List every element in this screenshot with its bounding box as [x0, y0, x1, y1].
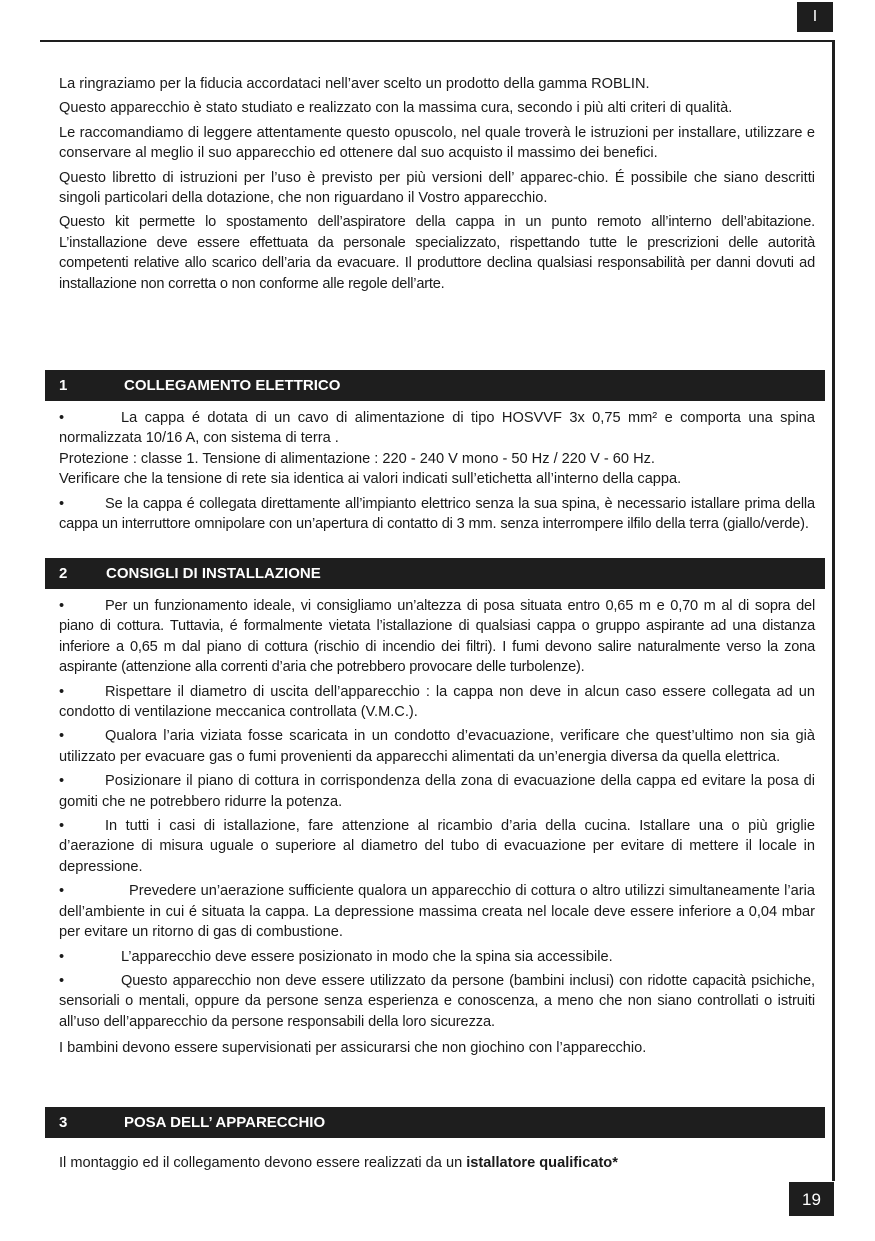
list-item: • Prevedere un’aerazione sufficiente qualora un apparecchio di cottura o altro utilizzi simultaneamente l’aria dell’ambiente in cui é situata la cappa. La depressione massima creata nel locale deve essere inferiore a 0,04 mbar per evitare un ritorno di gas di combustione.: [59, 883, 815, 941]
bullet: •: [59, 972, 65, 989]
section-title: CONSIGLI DI INSTALLAZIONE: [106, 565, 321, 582]
list-item: • In tutti i casi di istallazione, fare attenzione al ricambio d’aria della cucina. Istallare una o più griglie d’aerazione di misura uguale o superiore al diametro del tubo di evacuazione per evitare di mettere il locale in depressione.: [59, 818, 815, 875]
list-item: • Qualora l’aria viziata fosse scaricata in un condotto d’evacuazione, verificare che quest’ultimo non sia già utilizzato per evacuare gas o fumi provenienti da apparecchi alimentati da un’energia diversa da quella elettrica.: [59, 728, 815, 765]
section-title: COLLEGAMENTO ELETTRICO: [124, 377, 341, 394]
paragraph: Verificare che la tensione di rete sia identica ai valori indicati sull’etichetta all’interno della cappa.: [59, 471, 682, 488]
intro-paragraph: Questo libretto di istruzioni per l’uso è previsto per più versioni dell’ apparec-chio. É possibile che siano descritti singoli particolari della dotazione, che non riguardano il Vostro apparecchio.: [59, 169, 815, 207]
section-heading-3: [45, 1107, 825, 1138]
section-2-body: [59, 596, 815, 1063]
section-1-body: [59, 408, 815, 538]
paragraph: Il montaggio ed il collegamento devono essere realizzati da un istallatore qualificato*: [59, 1155, 618, 1171]
bullet: •: [59, 773, 65, 790]
paragraph: Protezione : classe 1. Tensione di alimentazione : 220 - 240 V mono - 50 Hz / 220 V - 60 Hz.: [59, 450, 655, 467]
bullet: •: [59, 883, 65, 900]
bullet: •: [59, 495, 64, 512]
page-number: 19: [789, 1182, 834, 1216]
emphasis: istallatore qualificato*: [466, 1155, 618, 1171]
bullet: •: [59, 728, 65, 745]
bullet: •: [59, 598, 64, 614]
section-heading-2: [45, 558, 825, 589]
list-item: • Rispettare il diametro di uscita dell’apparecchio : la cappa non deve in alcun caso essere collegata ad un condotto di ventilazione meccanica controllata (V.M.C.).: [59, 683, 815, 721]
list-item: • Questo apparecchio non deve essere utilizzato da persone (bambini inclusi) con ridotte capacità psichiche, sensoriali o mentali, oppure da persone senza esperienza e conoscenza, a meno che non siano controllati o istruiti all’uso dell’apparecchio da persone responsabili della loro sicurezza.: [59, 972, 815, 1030]
list-item: • La cappa é dotata di un cavo di alimentazione di tipo HOSVVF 3x 0,75 mm² e comporta una spina normalizzata 10/16 A, con sistema di terra .: [59, 410, 815, 447]
intro-paragraph: Questo kit permette lo spostamento dell’aspiratore della cappa in un punto remoto all’interno dell’abitazione. L’installazione deve essere effettuata da personale specializzato, rispettando tutte le prescrizioni delle autorità competenti relative allo scarico dell’aria da evacuare. Il produttore declina qualsiasi responsabilità per danni dovuti ad installazione non corretta o non conforme alle regole dell’arte.: [59, 214, 815, 292]
intro-paragraph: Le raccomandiamo di leggere attentamente questo opuscolo, nel quale troverà le istruzioni per installare, utilizzare e conservare al meglio il suo apparecchio ed ottenere dal suo acquisto il massimo dei benefici.: [59, 124, 815, 162]
intro-paragraph: Questo apparecchio è stato studiato e realizzato con la massima cura, secondo i più alti criteri di qualità.: [59, 100, 733, 117]
paragraph: I bambini devono essere supervisionati per assicurarsi che non giochino con l’apparecchio.: [59, 1040, 647, 1057]
bullet: •: [59, 818, 65, 835]
list-item: • Posizionare il piano di cottura in corrispondenza della zona di evacuazione della cappa ed evitare la posa di gomiti che ne potrebbero ridurre la potenza.: [59, 773, 815, 810]
bullet: •: [59, 410, 65, 426]
section-number: 2: [59, 565, 68, 582]
section-number: 3: [59, 1114, 68, 1131]
bullet: •: [59, 948, 65, 965]
intro-block: [59, 74, 815, 298]
bullet: •: [59, 683, 65, 700]
language-badge: I: [797, 2, 833, 32]
section-3-body: [59, 1153, 815, 1177]
section-title: POSA DELL’ APPARECCHIO: [124, 1114, 326, 1131]
list-item: • L’apparecchio deve essere posizionato in modo che la spina sia accessibile.: [59, 947, 815, 967]
right-rule: [832, 40, 835, 1181]
list-item: • Se la cappa é collegata direttamente all’impianto elettrico senza la sua spina, è necessario istallare prima della cappa un interruttore omnipolare con un’apertura di contatto di 3 mm. senza interrompere ilfilo della terra (giallo/verde).: [59, 495, 815, 533]
list-item: • Per un funzionamento ideale, vi consigliamo un’altezza di posa situata entro 0,65 m e 0,70 m al di sopra del piano di cottura. Tuttavia, é formalmente vietata l’istallazione di qualsiasi cappa o gruppo aspirante ad una distanza inferiore a 0,65 m dal piano di cottura (rischio di incendio dei filtri). I fumi devono salire naturalmente verso la zona aspirante (attenzione alla correnti d’aria che potrebbero provocare delle turbolenze).: [59, 598, 815, 676]
intro-paragraph: La ringraziamo per la fiducia accordataci nell’aver scelto un prodotto della gamma ROBLIN.: [59, 76, 650, 92]
top-rule: [40, 40, 834, 42]
section-number: 1: [59, 377, 68, 394]
section-heading-1: [45, 370, 825, 401]
